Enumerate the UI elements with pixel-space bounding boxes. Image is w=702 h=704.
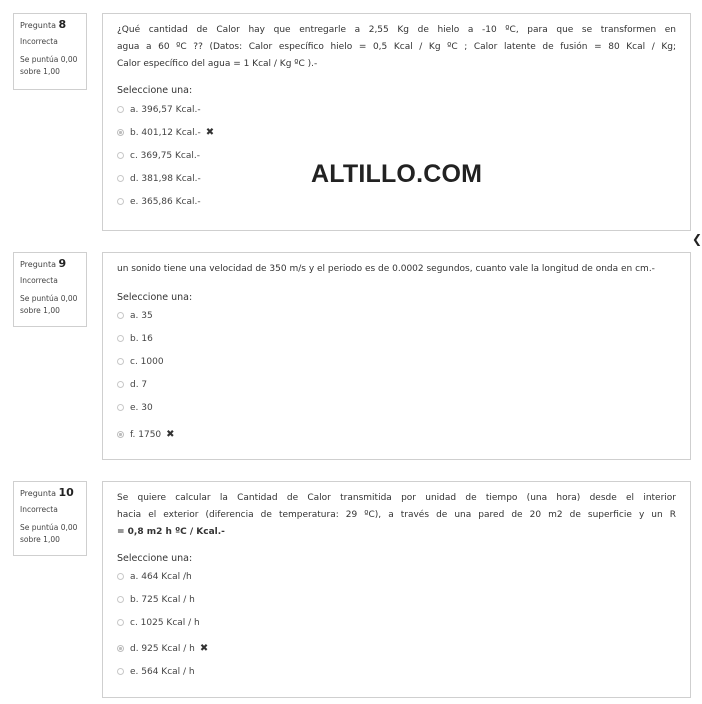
answer-option-b[interactable]: b. 725 Kcal / h bbox=[117, 588, 676, 611]
radio-button[interactable] bbox=[117, 198, 124, 205]
question-grade: Se puntúa 0,00 sobre 1,00 bbox=[20, 294, 78, 315]
question-text-line: agua a 60 ºC ?? (Datos: Calor específico hielo = 0,5 Kcal / Kg ºC ; Calor latente de fusión = 80 Kcal / Kg; bbox=[117, 42, 676, 52]
answer-option-d[interactable]: d. 925 Kcal / h ✖ bbox=[117, 637, 676, 660]
question-number: Pregunta 9 bbox=[20, 257, 67, 270]
question-state: Incorrecta bbox=[20, 276, 58, 285]
radio-button[interactable] bbox=[117, 358, 124, 365]
question-info bbox=[13, 481, 87, 556]
answer-option-c[interactable]: c. 1025 Kcal / h bbox=[117, 611, 676, 634]
question-state: Incorrecta bbox=[20, 37, 58, 46]
question-text-line: = 0,8 m2 h ºC / Kcal.- bbox=[117, 527, 225, 537]
radio-button[interactable] bbox=[117, 619, 124, 626]
question-content bbox=[102, 252, 691, 460]
question-info bbox=[13, 13, 87, 90]
question-state: Incorrecta bbox=[20, 505, 58, 514]
question-grade: Se puntúa 0,00 sobre 1,00 bbox=[20, 523, 78, 544]
select-prompt: Seleccione una: bbox=[117, 553, 193, 564]
select-prompt: Seleccione una: bbox=[117, 292, 193, 303]
answer-option-e[interactable]: e. 30 bbox=[117, 396, 676, 419]
radio-button[interactable] bbox=[117, 106, 124, 113]
question-info bbox=[13, 252, 87, 327]
select-prompt: Seleccione una: bbox=[117, 85, 193, 96]
question-number: Pregunta 8 bbox=[20, 18, 67, 31]
question-text-line: Se quiere calcular la Cantidad de Calor transmitida por unidad de tiempo (una hora) desde el interior bbox=[117, 493, 676, 503]
radio-button[interactable] bbox=[117, 431, 124, 438]
radio-button[interactable] bbox=[117, 404, 124, 411]
radio-button[interactable] bbox=[117, 573, 124, 580]
question-text-line: hacia el exterior (diferencia de temperatura: 29 ºC), a través de una pared de 20 m2 de superficie y un R bbox=[117, 510, 676, 520]
answer-option-d[interactable]: d. 7 bbox=[117, 373, 676, 396]
question-text-line: Calor específico del agua = 1 Kcal / Kg ºC ).- bbox=[117, 59, 318, 69]
answer-option-c[interactable]: c. 369,75 Kcal.- bbox=[117, 144, 676, 167]
chevron-left-icon[interactable]: ❮ bbox=[692, 232, 702, 246]
question-content bbox=[102, 481, 691, 698]
radio-button[interactable] bbox=[117, 129, 124, 136]
cross-icon: ✖ bbox=[205, 127, 215, 138]
answer-option-f[interactable]: f. 1750 ✖ bbox=[117, 423, 676, 446]
cross-icon: ✖ bbox=[199, 643, 209, 654]
radio-button[interactable] bbox=[117, 668, 124, 675]
answer-option-b[interactable]: b. 16 bbox=[117, 327, 676, 350]
answer-option-d[interactable]: d. 381,98 Kcal.- bbox=[117, 167, 676, 190]
question-text-line: ¿Qué cantidad de Calor hay que entregarle a 2,55 Kg de hielo a -10 ºC, para que se transformen en bbox=[117, 25, 676, 35]
answer-option-b[interactable]: b. 401,12 Kcal.- ✖ bbox=[117, 121, 676, 144]
question-text-line: un sonido tiene una velocidad de 350 m/s y el periodo es de 0.0002 segundos, cuanto vale la longitud de onda en cm.- bbox=[117, 264, 655, 274]
answer-option-c[interactable]: c. 1000 bbox=[117, 350, 676, 373]
answer-option-e[interactable]: e. 564 Kcal / h bbox=[117, 660, 676, 683]
cross-icon: ✖ bbox=[166, 429, 175, 440]
answer-option-e[interactable]: e. 365,86 Kcal.- bbox=[117, 190, 676, 213]
answer-option-a[interactable]: a. 396,57 Kcal.- bbox=[117, 98, 676, 121]
question-grade: Se puntúa 0,00 sobre 1,00 bbox=[20, 55, 78, 76]
radio-button[interactable] bbox=[117, 596, 124, 603]
question-number: Pregunta 10 bbox=[20, 486, 74, 499]
watermark: ALTILLO.COM bbox=[311, 160, 483, 188]
question-content bbox=[102, 13, 691, 231]
radio-button[interactable] bbox=[117, 152, 124, 159]
radio-button[interactable] bbox=[117, 381, 124, 388]
radio-button[interactable] bbox=[117, 335, 124, 342]
radio-button[interactable] bbox=[117, 312, 124, 319]
radio-button[interactable] bbox=[117, 175, 124, 182]
radio-button[interactable] bbox=[117, 645, 124, 652]
answer-option-a[interactable]: a. 35 bbox=[117, 304, 676, 327]
answer-option-a[interactable]: a. 464 Kcal /h bbox=[117, 565, 676, 588]
